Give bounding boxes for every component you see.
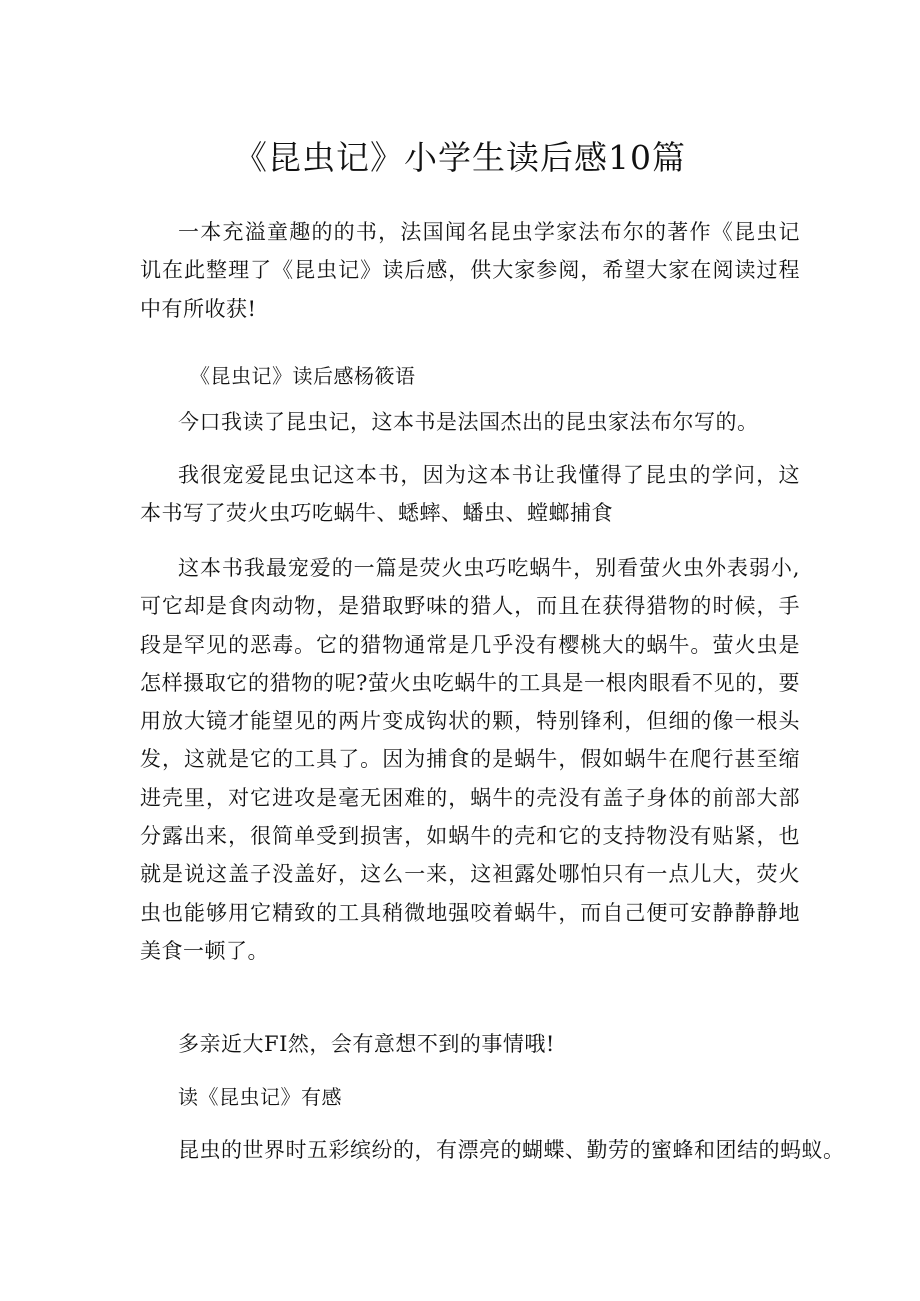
essay2-heading: 读《昆虫记》有感 [178,1085,342,1109]
essay2-paragraph-1: 昆虫的世界时五彩缤纷的，有漂亮的蝴蝶、勤劳的蜜蜂和团结的蚂蚁。 [178,1138,845,1162]
intro-paragraph: 一本充溢童趣的的书，法国闻名昆虫学家法布尔的著作《昆虫记讥在此整理了《昆虫记》读后感，供大家参阅，希望大家在阅读过程中有所收获! [140,220,800,321]
essay1-paragraph-3: 这本书我最宠爱的一篇是荧火虫巧吃蜗牛，别看萤火虫外表弱小,可它却是食肉动物，是猎取野味的猎人，而且在获得猎物的时候，手段是罕见的恶毒。它的猎物通常是几乎没有樱桃大的蜗牛。萤火虫是怎样摄取它的猎物的呢?萤火虫吃蜗牛的工具是一根肉眼看不见的，要用放大镜才能望见的两片变成钩状的颗，特别锋利，但细的像一根头发，这就是它的工具了。因为捕食的是蜗牛，假如蜗牛在爬行甚至缩进壳里，对它进攻是毫无困难的，蜗牛的壳没有盖子身体的前部大部分露出来，很简单受到损害，如蜗牛的壳和它的支持物没有贴紧，也就是说这盖子没盖好，这么一来，这袒露处哪怕只有一点儿大，荧火虫也能够用它精致的工具稍微地强咬着蜗牛，而自己便可安静静静地美食一顿了。 [140,556,800,963]
essay1-paragraph-1: 今口我读了昆虫记，这本书是法国杰出的昆虫家法布尔写的。 [178,410,759,434]
essay1-paragraph-2: 我很宠爱昆虫记这本书，因为这本书让我懂得了昆虫的学问，这本书写了荧火虫巧吃蜗牛、蟋蟀、蟠虫、螳螂捕食 [140,463,800,526]
essay1-heading: 《昆虫记》读后感杨筱语 [190,364,416,388]
essay1-paragraph-4: 多亲近大FI然，会有意想不到的事情哦! [178,1032,555,1056]
document-title: 《昆虫记》小学生读后感10篇 [234,138,686,177]
